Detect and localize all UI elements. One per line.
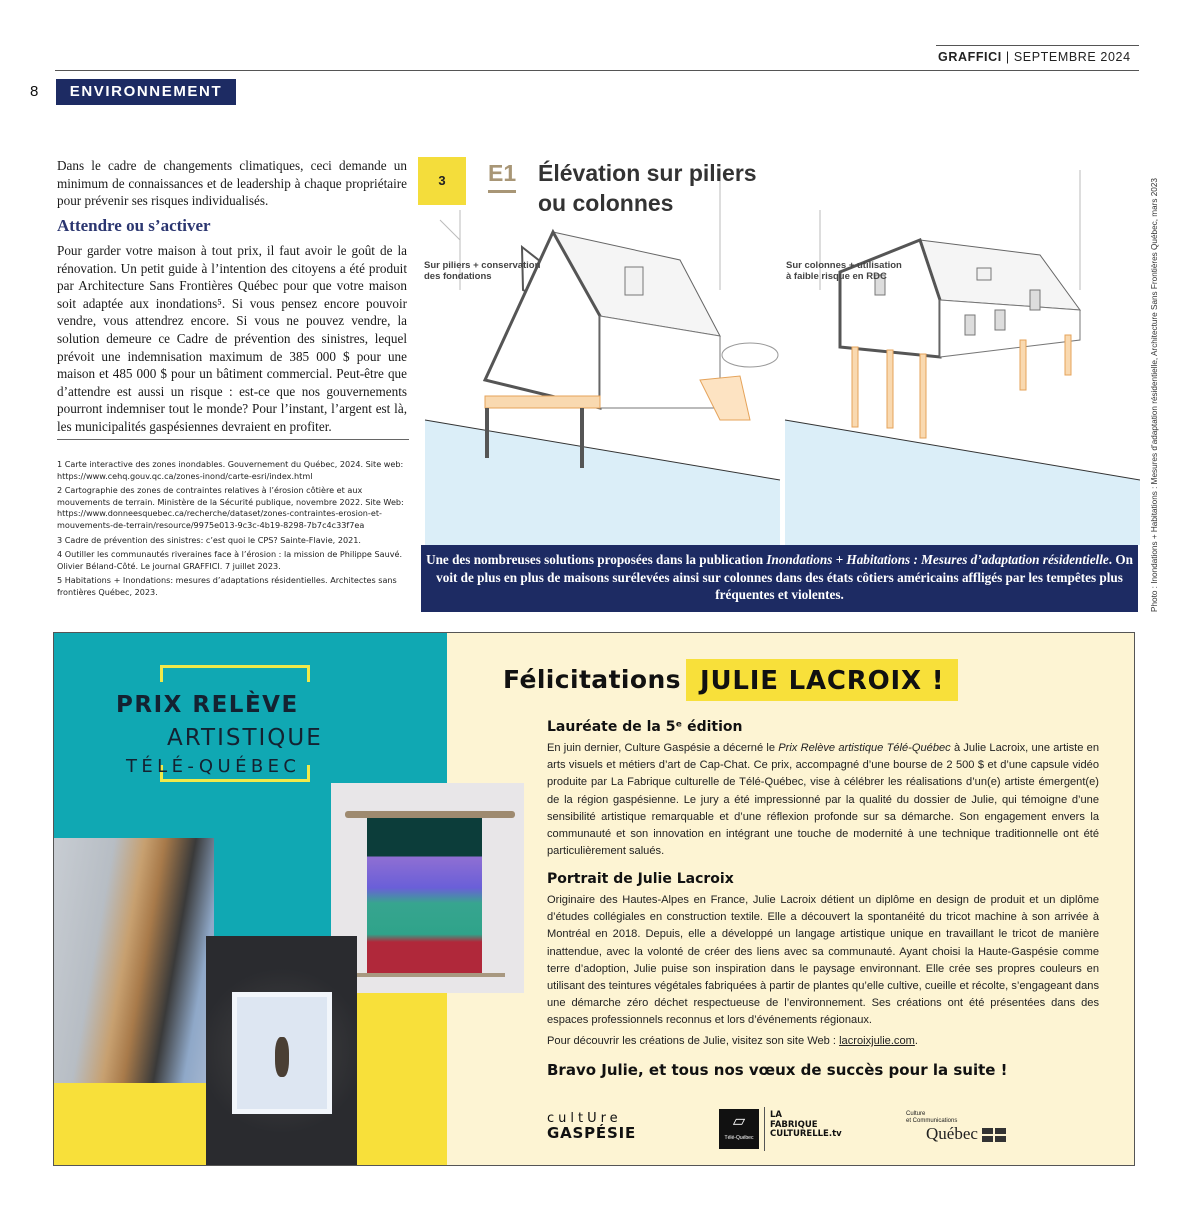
figure-title-line: ou colonnes [538,190,674,216]
weaving-artwork-photo [331,783,524,993]
artist-portrait-photo [54,838,214,1083]
footnote: 3 Cadre de prévention des sinistres: c’est quoi le CPS? Sainte-Flavie, 2021. [57,534,361,545]
caption-text: . On voit de plus en plus de maisons surélevées ainsi sur colonnes dans des états côtiers américains affligés par les tempêtes plus fréquentes et violentes. [436,552,1133,602]
prix-logo-line3: TÉLÉ-QUÉBEC [126,756,301,777]
panel-label-line: Sur piliers + conservation [424,260,541,271]
article-intro: Dans le cadre de changements climatiques, ceci demande un minimum de connaissances et de leadership à chaque propriétaire pour prévenir ses risques individualisés. [57,158,407,209]
paragraph-text: En juin dernier, Culture Gaspésie a décerné le [547,742,779,754]
logo-text: Culture [906,1111,926,1117]
portrait-heading: Portrait de Julie Lacroix [547,871,734,887]
snow-artwork-photo [206,936,357,1166]
portrait-paragraph: Originaire des Hautes-Alpes en France, Julie Lacroix détient un diplôme en design de produit et un diplôme d’études collégiales en construction textile. Elle a découvert la spontanéité du tricot machine à son arrivée à Montréal en 2018. Depuis, elle a développé un langage artistique unique en travaillant le tricot de manière inattendue, avec la volonté de créer des liens avec sa communauté. Ayant choisi la Haute-Gaspésie comme terre d’adoption, Julie puise son inspiration dans le paysage environnant. Elle crée ses propres couleurs en utilisant des teintures végétales fabriquées à partir de plantes qu’elle cultive, cueille et récolte, s’engageant dans une démarche zéro déchet respectueuse de l’environnement. Ses créations ont été présentées dans des espaces professionnels reconnus et lors d’événements régionaux. [547,894,1099,1027]
felicitations-heading: Félicitations [503,665,681,694]
figure-caption [421,545,1138,612]
photo-credit: Photo : Inondations + Habitations : Mesures d’adaptation résidentielle, Architecture Sans Frontières Québec, mars 2023 [1150,178,1159,612]
footnote: 1 Carte interactive des zones inondables. Gouvernement du Québec, 2024. Site web: https://www.cehq.gouv.qc.ca/zones-inond/carte-esri/index.html [57,459,404,481]
figure-code: E1 [488,160,517,186]
section-tag: ENVIRONNEMENT [56,79,236,105]
website-line [547,1033,1099,1050]
footnote-divider [57,439,409,440]
winner-name: JULIE LACROIX ! [686,659,958,701]
prix-logo-line1: PRIX RELÈVE [116,692,299,718]
article-paragraph: Pour garder votre maison à tout prix, il faut avoir le goût de la rénovation. Un petit guide à l’intention des citoyens a été produit par Architecture Sans Frontières Québec pour que votre maison soit adaptée aux inondations⁵. Si vous pensez encore pouvoir vendre, vous attendrez encore. Si vous ne pouvez vendre, la solution demeure ce Cadre de prévention des sinistres, lequel prévoit une indemnisation maximum de 385 000 $ pour une maison et 485 000 $ pour un bâtiment commercial. Peut-être que d’attendre est aussi un risque : est-ce que nos gouvernements pourront indemniser tout le monde? Pour l’instant, l’argent est là, les municipalités gaspésiennes devraient en profiter. [57,243,407,434]
logo-text: CULTURELLE.tv [770,1129,842,1139]
footnote: 5 Habitations + Inondations: mesures d’adaptations résidentielles. Architectes sans frontières Québec, 2023. [57,575,397,597]
caption-text: Une des nombreuses solutions proposées dans la publication [426,552,767,567]
white-frame [232,992,332,1114]
telequebec-icon: ▱ [732,1113,746,1130]
fabrique-culturelle-logo [770,1111,842,1140]
frame-object [275,1037,289,1077]
house-elevation-illustration [420,150,1140,545]
masthead [938,50,1131,64]
logo-text: FABRIQUE [770,1119,818,1130]
header-rule [55,70,1139,71]
caption-publication-title: Inondations + Habitations : Mesures d’adaptation résidentielle [766,552,1109,567]
paragraph-text: à Julie Lacroix, une artiste en arts visuels et métiers d’art de Cap-Chat. Ce prix, accompagné d’une bourse de 2 500 $ et d’une capsule vidéo produite par La Fabrique culturelle de Télé-Québec, vise à célébrer les réalisations d’un(e) artiste émergent(e) de la région gaspésienne. Le jury a été impressionné par la qualité du dossier de Julie, qui témoigne d’une sensibilité artistique remarquable et d’une réflexion profonde sur sa démarche. Son engagement envers la communauté et son innovation en intégrant une touche de modernité à une technique traditionnelle ont été particulièrement salués. [547,742,1099,858]
figure-number-badge: 3 [418,157,466,205]
article-subheading: Attendre ou s’activer [57,216,211,235]
logo-text: cultUre [547,1111,622,1126]
figure-code-underline [488,190,516,193]
figure-title-line: Élévation sur piliers [538,160,757,186]
culture-communications-quebec-logo [906,1111,1006,1144]
weaving-textile [367,818,482,973]
prix-logo-line2: ARTISTIQUE [167,725,323,751]
weaving-stick [355,973,505,977]
footnotes [57,459,412,602]
website-link[interactable]: lacroixjulie.com [839,1035,915,1047]
quebec-flag-icon [982,1128,1006,1142]
publication-name: GRAFFICI [938,50,1002,64]
issue-date: SEPTEMBRE 2024 [1013,50,1131,64]
logo-text: GASPÉSIE [547,1124,636,1142]
website-text: Pour découvrir les créations de Julie, visitez son site Web : [547,1035,840,1047]
logo-divider [764,1107,765,1151]
masthead-separator: | [1005,50,1010,64]
house-on-piers-drawing [425,170,780,545]
panel-label-line: des fondations [424,271,492,282]
panel-label-line: Sur colonnes + utilisation [786,260,902,271]
panel-label-piers [424,260,540,282]
logo-frame-top [160,665,310,682]
website-text: . [914,1035,918,1047]
footnote: 2 Cartographie des zones de contraintes relatives à l’érosion côtière et aux mouvements de terrain. Ministère de la Sécurité publique, novembre 2022. Site Web: https://www.donneesquebec.ca/recherche/dataset/zones-contraintes-erosion-et-mouvements-de-terrain/resource/9975e013-9c3c-4b19-8298-7b7c4c33f7ea [57,485,404,530]
panel-label-columns [786,260,902,282]
logo-text: Québec [926,1124,978,1143]
weaving-stick [345,811,515,818]
masthead-rule [936,45,1139,46]
logo-text: Télé-Québec [724,1135,754,1141]
laureate-heading: Lauréate de la 5ᵉ édition [547,719,743,735]
panel-label-line: à faible risque en RDC [786,271,887,282]
telequebec-logo [719,1109,759,1149]
culture-gaspesie-logo [547,1111,636,1142]
page-number: 8 [30,83,39,100]
laureate-paragraph [547,740,1099,860]
logo-text: LA [770,1110,782,1120]
prize-name: Prix Relève artistique Télé-Québec [778,742,951,754]
footnote: 4 Outiller les communautés riveraines face à l’érosion : la mission de Philippe Sauvé. Olivier Béland-Côté. Le journal GRAFFICI. 7 juillet 2023. [57,549,403,571]
figure-title [538,158,757,218]
house-on-columns-drawing [785,170,1140,545]
prix-releve-advertisement [53,632,1135,1166]
logo-text: et Communications [906,1118,958,1124]
bravo-line: Bravo Julie, et tous nos vœux de succès pour la suite ! [547,1061,1008,1079]
house-drawings [420,150,1140,545]
